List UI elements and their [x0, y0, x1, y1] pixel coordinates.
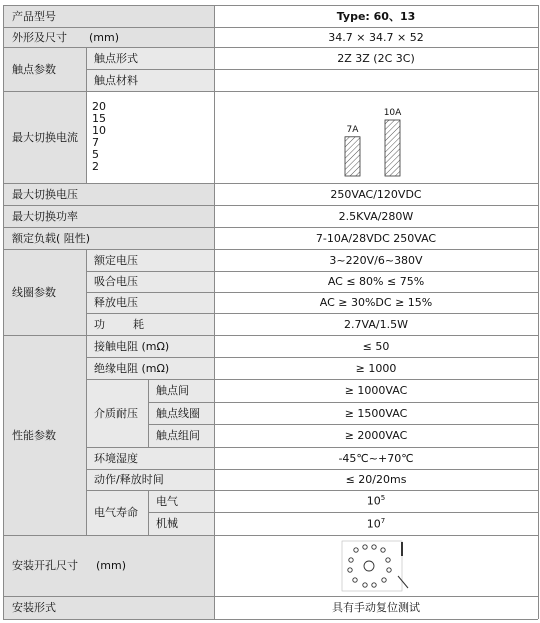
coil-pickup-label: 吸合电压	[94, 275, 138, 288]
rated-load-value: 7-10A/28VDC 250VAC	[315, 231, 437, 245]
coil-pickup-value-cell	[214, 271, 538, 292]
contact-form-value-cell	[214, 47, 538, 69]
contact-form-value: 2Z 3Z (2C 3C)	[337, 51, 415, 65]
contact-material-label-cell	[86, 69, 214, 91]
row-divider	[3, 227, 538, 228]
column-divider	[86, 47, 87, 183]
mounting-form-label-cell	[3, 596, 214, 619]
contact-resistance-label: 接触电阻 (mΩ)	[94, 339, 170, 353]
sub-row-divider	[86, 469, 538, 470]
dielectric-contact-coil-label-cell	[148, 402, 214, 424]
coil-release-label: 释放电压	[94, 296, 138, 309]
contacts-label: 触点参数	[12, 62, 56, 76]
mechanical-life-value	[367, 518, 385, 530]
contact-form-label-cell	[86, 47, 214, 69]
sub-row-divider	[148, 424, 538, 425]
current-tick-label: 2	[92, 160, 99, 173]
coil-pickup-label-cell	[86, 271, 214, 292]
table-border-top	[3, 5, 538, 6]
current-tick-label: 5	[92, 148, 99, 161]
operate-release-time-value: ≤ 20/20ms	[345, 473, 407, 486]
current-bar-7a	[345, 137, 360, 176]
max-power-value-cell	[214, 205, 538, 227]
electrical-life-value	[367, 495, 385, 507]
sub-row-divider	[86, 271, 538, 272]
life-label-cell	[86, 490, 148, 535]
dielectric-contact-groups-value: ≥ 2000VAC	[344, 429, 408, 442]
electrical-life-base: 10	[366, 494, 381, 508]
sub-row-divider	[86, 313, 538, 314]
mounting-hole-label-cell	[3, 535, 214, 596]
dielectric-contact-coil-value-cell	[214, 402, 538, 424]
insulation-resistance-value: ≥ 1000	[355, 361, 397, 375]
contacts-label-cell	[3, 47, 86, 91]
contact-resistance-value-cell	[214, 335, 538, 357]
insulation-resistance-value-cell	[214, 357, 538, 379]
max-voltage-value-cell	[214, 183, 538, 205]
rated-load-label-cell	[3, 227, 214, 249]
dimensions-label: 外形及尺寸	[12, 30, 67, 44]
coil-rated-voltage-label: 额定电压	[94, 253, 138, 267]
dielectric-contact-coil-value: ≥ 1500VAC	[344, 406, 408, 420]
current-tick-label: 15	[92, 112, 106, 125]
coil-pickup-value: AC ≤ 80% ≤ 75%	[327, 275, 425, 288]
coil-power-label-cell	[86, 313, 214, 335]
current-bar-label: 7A	[346, 124, 359, 135]
max-current-label-cell	[3, 91, 86, 183]
max-voltage-label: 最大切换电压	[12, 187, 78, 201]
dimensions-label-cell	[3, 27, 214, 47]
row-divider	[3, 249, 538, 250]
mechanical-life-exponent: 7	[380, 516, 386, 525]
product-model-value: Type: 60、13	[336, 9, 416, 23]
row-divider	[3, 205, 538, 206]
column-divider	[148, 490, 149, 535]
max-power-value: 2.5KVA/280W	[338, 209, 414, 223]
coil-power-value-cell	[214, 313, 538, 335]
contact-resistance-label-cell	[86, 335, 214, 357]
row-divider	[3, 27, 538, 28]
coil-rated-voltage-value: 3~220V/6~380V	[329, 253, 423, 267]
max-power-label: 最大切换功率	[12, 209, 78, 223]
dielectric-label-cell	[86, 379, 148, 447]
coil-power-value: 2.7VA/1.5W	[344, 317, 408, 331]
dielectric-label: 介质耐压	[94, 406, 138, 420]
dielectric-contact-coil-label: 触点线圈	[156, 406, 200, 420]
dielectric-contact-groups-label-cell	[148, 424, 214, 447]
electrical-life-exponent: 5	[380, 494, 386, 503]
ambient-temp-label: 环境湿度	[94, 451, 138, 465]
mounting-form-value: 具有手动复位测试	[332, 601, 420, 614]
sub-row-divider	[86, 357, 538, 358]
performance-label-cell	[3, 335, 86, 535]
current-bar-label: 10A	[383, 108, 402, 118]
sub-row-divider	[86, 69, 538, 70]
value-column-divider	[214, 5, 215, 619]
mechanical-life-label: 机械	[156, 517, 178, 530]
table-border-bottom	[3, 619, 538, 620]
dimensions-value: 34.7 × 34.7 × 52	[328, 30, 424, 44]
dimensions-unit: (mm)	[89, 30, 120, 44]
ambient-temp-value: -45℃~+70℃	[338, 451, 414, 465]
coil-rated-voltage-label-cell	[86, 249, 214, 271]
dielectric-between-contacts-value-cell	[214, 379, 538, 402]
electrical-life-label-cell	[148, 490, 214, 512]
dimensions-value-cell	[214, 27, 538, 47]
operate-release-time-value-cell	[214, 469, 538, 490]
max-voltage-label-cell	[3, 183, 214, 205]
insulation-resistance-label-cell	[86, 357, 214, 379]
coil-release-value-cell	[214, 292, 538, 313]
mechanical-life-label-cell	[148, 512, 214, 535]
mounting-hole-drawing-cell	[214, 535, 538, 596]
column-divider	[148, 379, 149, 447]
column-divider	[86, 249, 87, 535]
contact-material-label: 触点材料	[94, 73, 138, 87]
sub-row-divider	[86, 447, 538, 448]
current-tick-list	[92, 101, 106, 173]
insulation-resistance-label: 绝缘电阻 (mΩ)	[94, 361, 170, 375]
contact-resistance-value: ≤ 50	[362, 339, 390, 353]
mechanical-life-value-cell	[214, 512, 538, 535]
electrical-life-value-cell	[214, 490, 538, 512]
table-border-left	[3, 5, 4, 619]
row-divider	[3, 183, 538, 184]
max-voltage-value: 250VAC/120VDC	[330, 187, 422, 201]
header-value-cell	[214, 5, 538, 27]
mounting-hole-drawing	[336, 538, 416, 594]
ambient-temp-value-cell	[214, 447, 538, 469]
row-divider	[3, 535, 538, 536]
dielectric-contact-groups-value-cell	[214, 424, 538, 447]
ambient-temp-label-cell	[86, 447, 214, 469]
dielectric-between-contacts-label: 触点间	[156, 384, 189, 397]
contact-material-value-cell	[214, 69, 538, 91]
mounting-hole-unit: (mm)	[96, 559, 127, 572]
row-divider	[3, 91, 538, 92]
mounting-form-label: 安装形式	[12, 601, 56, 614]
dielectric-between-contacts-label-cell	[148, 379, 214, 402]
rated-load-value-cell	[214, 227, 538, 249]
row-divider	[3, 47, 538, 48]
electrical-life-label: 电气	[156, 494, 178, 508]
coil-label-cell	[3, 249, 86, 335]
operate-release-time-label: 动作/释放时间	[94, 473, 164, 486]
coil-rated-voltage-value-cell	[214, 249, 538, 271]
mounting-hole-label: 安装开孔尺寸	[12, 559, 78, 572]
operate-release-time-label-cell	[86, 469, 214, 490]
current-tick-label: 10	[92, 124, 106, 137]
performance-label: 性能参数	[12, 428, 56, 442]
product-model-label: 产品型号	[12, 9, 56, 23]
mounting-form-value-cell	[214, 596, 538, 619]
row-divider	[3, 596, 538, 597]
dielectric-contact-groups-label: 触点组间	[156, 429, 200, 442]
coil-release-label-cell	[86, 292, 214, 313]
max-current-label: 最大切换电流	[12, 130, 78, 144]
sub-row-divider	[86, 490, 538, 491]
dielectric-between-contacts-value: ≥ 1000VAC	[344, 384, 408, 397]
coil-power-label: 功 耗	[94, 317, 144, 331]
row-divider	[3, 335, 538, 336]
coil-release-value: AC ≥ 30%DC ≥ 15%	[319, 296, 433, 309]
sub-row-divider	[86, 379, 538, 380]
contact-form-label: 触点形式	[94, 51, 138, 65]
rated-load-label: 额定负载( 阻性)	[12, 231, 91, 245]
max-power-label-cell	[3, 205, 214, 227]
mechanical-life-base: 10	[366, 517, 381, 531]
sub-row-divider	[86, 292, 538, 293]
current-tick-label: 7	[92, 136, 99, 149]
table-border-right	[538, 5, 539, 619]
current-tick-label: 20	[92, 100, 106, 113]
current-bar-10a	[385, 120, 400, 176]
header-label-cell	[3, 5, 214, 27]
coil-label: 线圈参数	[12, 285, 56, 299]
sub-row-divider	[148, 512, 538, 513]
life-label: 电气寿命	[94, 506, 138, 519]
current-bar-chart	[214, 91, 538, 183]
sub-row-divider	[148, 402, 538, 403]
